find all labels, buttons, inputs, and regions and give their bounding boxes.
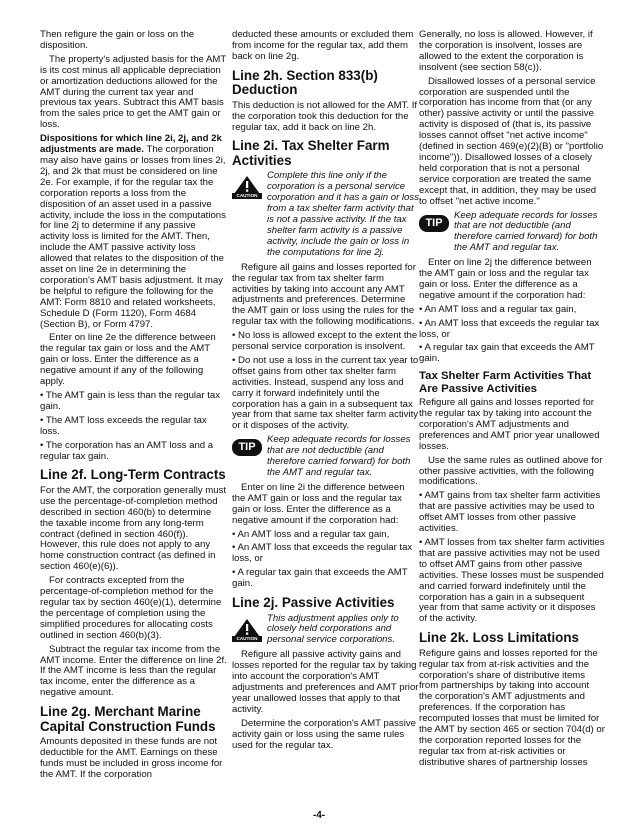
- paragraph: Enter on line 2j the difference between the AMT gain or loss and the regular tax gain or loss. Enter the difference as a negative amount if the corporation had:: [419, 257, 592, 301]
- column-3: [419, 30, 605, 772]
- bullet-item: • The AMT gain is less than the regular tax gain.: [40, 390, 221, 412]
- tip-note: [419, 211, 605, 255]
- tip-text: Keep adequate records for losses that are not deductible (and therefore carried forward) for both the AMT and regular tax.: [267, 434, 411, 478]
- bullet-item: • A regular tax gain that exceeds the AMT gain.: [232, 567, 408, 590]
- paragraph: Determine the corporation's AMT passive activity gain or loss using the same rules used for the regular tax.: [232, 717, 416, 751]
- paragraph: For contracts excepted from the percentage-of-completion method for the regular tax by section 460(e)(1), determine the percentage of completion using the simplified procedures for allocating costs outlined in section 460(b)(3).: [40, 575, 222, 641]
- paragraph: Amounts deposited in these funds are not deductible for the AMT. Earnings on these funds must be included in gross income for the AMT. If the corporation: [40, 736, 223, 780]
- tip-note: [232, 435, 419, 479]
- tip-icon: TIP: [419, 215, 449, 232]
- paragraph: Enter on line 2e the difference between the regular tax gain or loss and the AMT gain or loss. Enter the difference as a negative amount if any of the following apply.: [40, 332, 216, 388]
- paragraph: Enter on line 2i the difference between the AMT gain or loss and the regular tax gain or loss. Enter the difference as a negative amount if the corporation had:: [232, 481, 405, 526]
- subsection-heading: Tax Shelter Farm Activities That Are Passive Activities: [419, 370, 592, 395]
- section-heading: Line 2j. Passive Activities: [232, 595, 395, 611]
- bullet-item: • An AMT loss that exceeds the regular tax loss, or: [419, 317, 600, 340]
- bullet-item: • An AMT loss and a regular tax gain,: [232, 528, 390, 540]
- section-heading: Line 2g. Merchant Marine Capital Construction Funds: [40, 704, 216, 734]
- caution-note: [232, 614, 419, 647]
- caution-text: This adjustment applies only to closely held corporations and personal service corporations.: [267, 612, 399, 646]
- tip-text: Keep adequate records for losses that are not deductible (and therefore carried forward) for both the AMT and regular tax.: [454, 209, 598, 254]
- bullet-item: • The AMT loss exceeds the regular tax loss.: [40, 414, 207, 437]
- paragraph: Refigure all gains and losses reported for the regular tax by taking into account the corporation's AMT adjustments and preferences and AMT prior year unallowed losses.: [419, 397, 600, 452]
- section-heading: Line 2f. Long-Term Contracts: [40, 467, 226, 483]
- caution-icon: CAUTION: [232, 618, 262, 642]
- paragraph: Subtract the regular tax income from the AMT income. Enter the difference on line 2f. If the AMT income is less than the regular tax income, enter the difference as a negative amount.: [40, 643, 227, 699]
- paragraph: Use the same rules as outlined above for other passive activities, with the following modifications.: [419, 454, 603, 488]
- paragraph: Disallowed losses of a personal service corporation are suspended until the corporation has income from that (or any other) passive activity or until the passive activity is disposed of (that is, its passive losses cannot offset "net active income" (defined in section 469(e)(2)(B) or "portfolio income")). Disallowed losses of a closely held corporation that is not a personal service corporation are treated the same except that, in addition, they may be used to offset "net active income.": [419, 75, 604, 207]
- bullet-item: • An AMT loss and a regular tax gain,: [419, 303, 577, 315]
- column-1: [40, 30, 227, 784]
- bullet-item: • AMT losses from tax shelter farm activities that are passive activities may not be used to offset AMT gains from other passive activities. These losses must be suspended and carried forward indefinitely until the corporation has a gain in a subsequent year from that same activity or it disposes of the activity.: [419, 536, 605, 625]
- paragraph: Refigure all passive activity gains and losses reported for the regular tax by taking into account the corporation's AMT adjustments and preferences and AMT prior year unallowed losses that apply to that activity.: [232, 649, 419, 715]
- paragraph-text: The corporation may also have gains or losses from lines 2i, 2j, and 2k that must be considered on line 2e. For example, if for the regular tax the corporation reports a loss from the disposition of an asset used in a passive activity, include the loss in the computations for line 2j to determine if any passive activity loss is limited for the AMT. Then, include the AMT passive activity loss allowed that relates to the disposition of the asset on line 2e in determining the corporation's AMT basis adjustment. It may be helpful to refigure the following for the AMT: Form 8810 and related worksheets, Schedule D (Form 1120), Form 4684 (Section B), or Form 4797.: [40, 144, 226, 330]
- section-heading: Line 2i. Tax Shelter Farm Activities: [232, 138, 390, 168]
- caution-icon: CAUTION: [232, 175, 262, 199]
- paragraph: This deduction is not allowed for the AMT. If the corporation took this deduction for the regular tax, add it back on line 2h.: [232, 99, 418, 133]
- section-heading: Line 2h. Section 833(b) Deduction: [232, 67, 378, 98]
- page-number: -4-: [312, 810, 326, 821]
- caution-text: Complete this line only if the corporation is a personal service corporation and it has a gain or loss from a tax shelter farm activity that is not a passive activity. If the tax shelter farm activity is a passive activity, include the gain or loss in the computations for line 2j.: [267, 170, 419, 258]
- tip-icon: TIP: [232, 439, 262, 456]
- paragraph: Refigure gains and losses reported for the regular tax from at-risk activities and the corporation's share of distributive items from partnerships by taking into account the corporation's AMT adjustments and preferences. If the corporation has recomputed losses that must be limited for the AMT by section 465 or section 704(d) or the corporation reported losses for the regular tax from at-risk activities or distributive shares of partnership losses: [419, 647, 605, 768]
- paragraph: Refigure all gains and losses reported for the regular tax from tax shelter farm activities by taking into account any AMT adjustments and preferences. Determine the AMT gain or loss using the rules for the regular tax with the following modifications.: [232, 261, 416, 328]
- column-2: [232, 30, 419, 754]
- caution-note: [232, 171, 419, 258]
- paragraph: deducted these amounts or excluded them from income for the regular tax, add them back on line 2g.: [232, 29, 414, 62]
- bullet-item: • AMT gains from tax shelter farm activities that are passive activities may be used to offset AMT losses from other passive activities.: [419, 490, 601, 535]
- paragraph: Generally, no loss is allowed. However, if the corporation is insolvent, losses are allowed to the extent the corporation is insolvent (see section 58(c)).: [419, 29, 593, 73]
- run-in-heading: Dispositions for which line 2i, 2j, and 2k adjustments are made.: [40, 133, 222, 156]
- bullet-item: • The corporation has an AMT loss and a regular tax gain.: [40, 439, 214, 462]
- bullet-item: • No loss is allowed except to the extent the personal service corporation is insolvent.: [232, 330, 418, 353]
- paragraph: [40, 134, 227, 330]
- bullet-item: • An AMT loss that exceeds the regular tax loss, or: [232, 542, 413, 565]
- bullet-item: • Do not use a loss in the current tax year to offset gains from other tax shelter farm activities. Instead, suspend any loss and carry it forward indefinitely until the corporation has a gain in a subsequent tax year from that same tax shelter farm activity or it disposes of the activity.: [232, 354, 419, 432]
- bullet-item: • A regular tax gain that exceeds the AMT gain.: [419, 342, 595, 365]
- paragraph: For the AMT, the corporation generally must use the percentage-of-completion method described in section 460(b) to determine the taxable income from any long-term contract (defined in section 460(f)). However, this rule does not apply to any home construction contract (as defined in section 460(e)(6)).: [40, 484, 227, 573]
- section-heading: Line 2k. Loss Limitations: [419, 630, 579, 646]
- paragraph: The property's adjusted basis for the AMT is its cost minus all applicable depreciation or amortization deductions allowed for the AMT during the current tax year and previous tax years. Subtract this AMT basis from the sales price to get the AMT gain or loss.: [40, 53, 227, 131]
- paragraph: Then refigure the gain or loss on the disposition.: [40, 29, 195, 51]
